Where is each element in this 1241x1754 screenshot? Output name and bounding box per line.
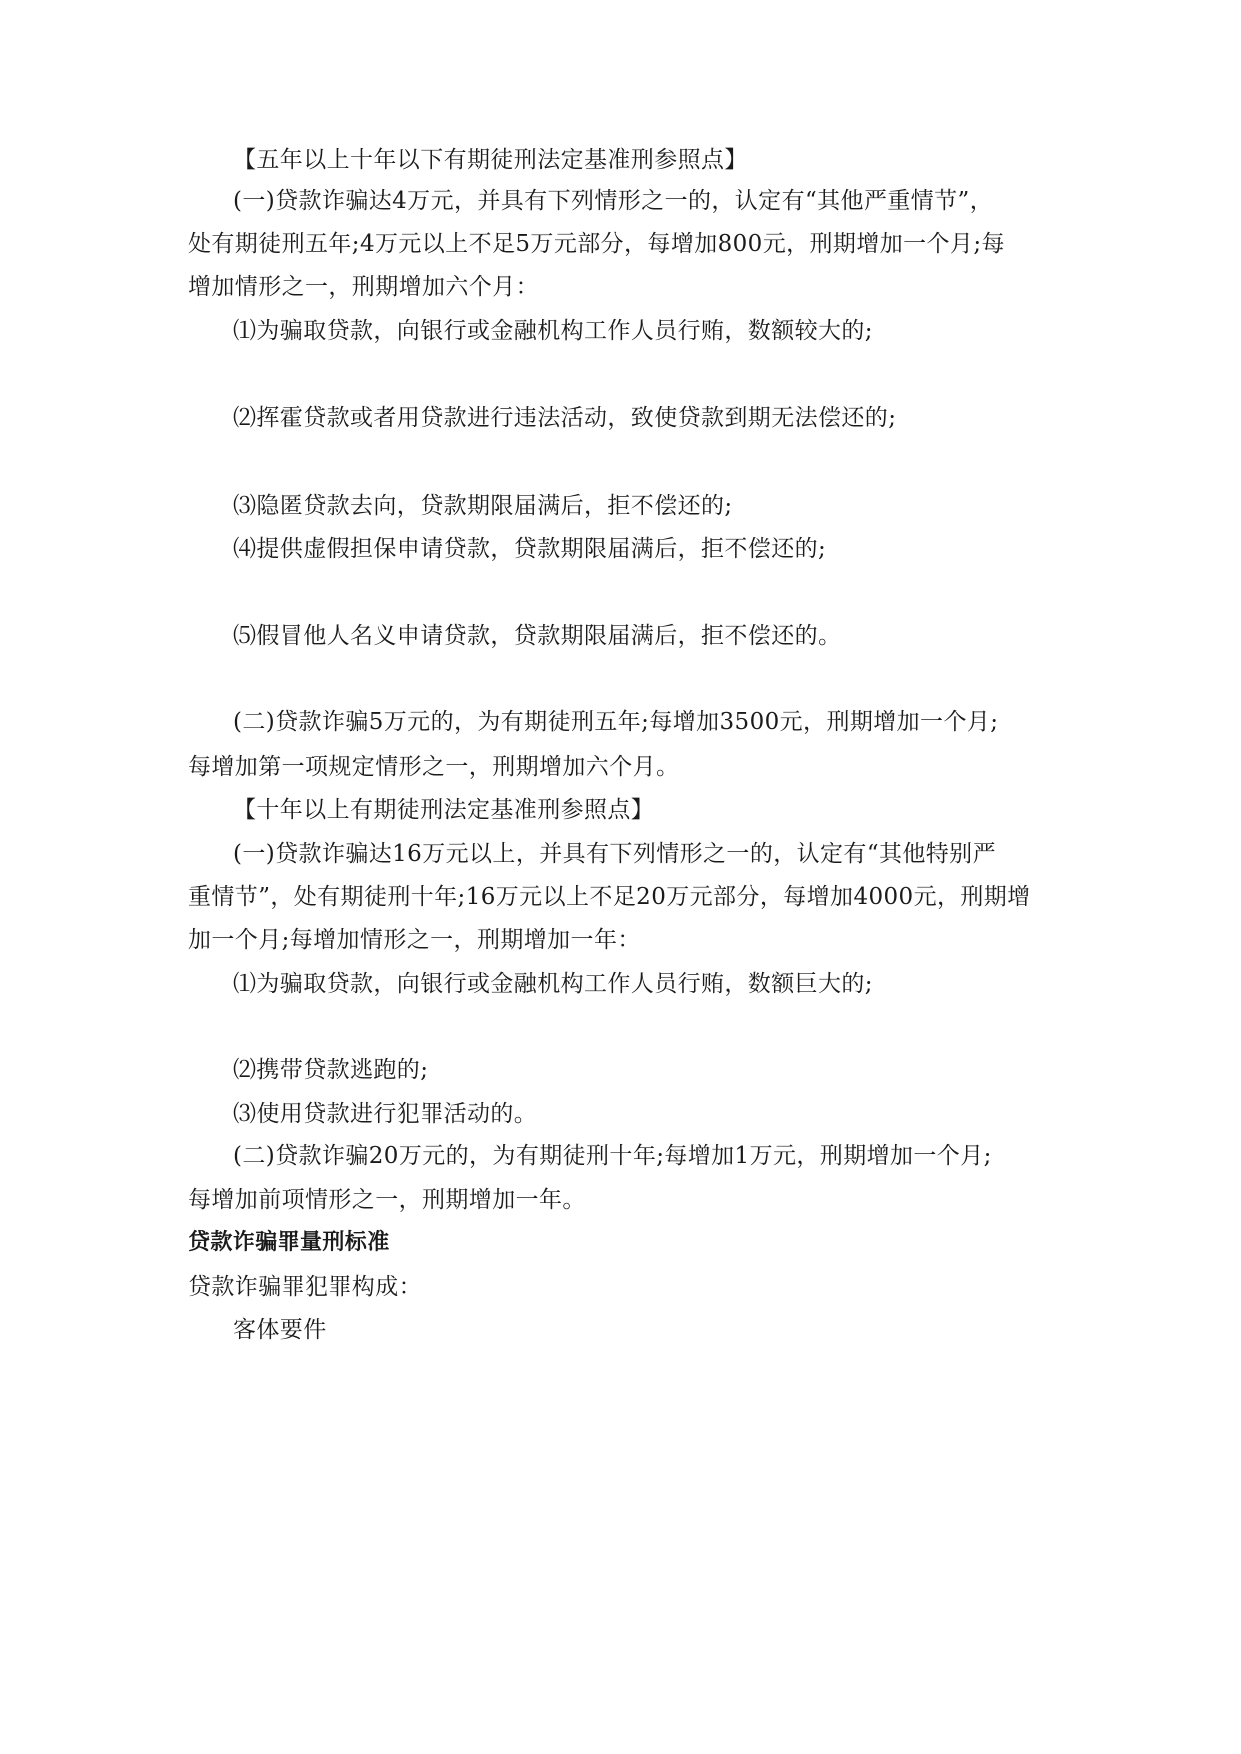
list-item: ⑵携带贷款逃跑的; — [233, 1057, 429, 1083]
list-item: ⑶隐匿贷款去向，贷款期限届满后，拒不偿还的; — [233, 493, 733, 519]
list-item: ⑸假冒他人名义申请贷款，贷款期限届满后，拒不偿还的。 — [233, 623, 842, 649]
paragraph-line: (一)贷款诈骗达4万元，并具有下列情形之一的，认定有“其他严重情节”， — [233, 188, 994, 214]
list-item: ⑴为骗取贷款，向银行或金融机构工作人员行贿，数额巨大的; — [233, 971, 873, 997]
list-item: ⑴为骗取贷款，向银行或金融机构工作人员行贿，数额较大的; — [233, 318, 873, 344]
paragraph-line: 处有期徒刑五年;4万元以上不足5万元部分，每增加800元，刑期增加一个月;每 — [188, 231, 1005, 257]
paragraph-line: 增加情形之一，刑期增加六个月： — [188, 274, 539, 300]
paragraph-line: (一)贷款诈骗达16万元以上，并具有下列情形之一的，认定有“其他特别严 — [233, 841, 996, 867]
section-heading-five-to-ten-years: 【五年以上十年以下有期徒刑法定基准刑参照点】 — [233, 147, 748, 173]
paragraph-line: 加一个月;每增加情形之一，刑期增加一年： — [188, 927, 641, 953]
list-item: ⑷提供虚假担保申请贷款，贷款期限届满后，拒不偿还的; — [233, 536, 827, 562]
paragraph-line: 贷款诈骗罪犯罪构成： — [188, 1274, 422, 1300]
paragraph-line: (二)贷款诈骗5万元的，为有期徒刑五年;每增加3500元，刑期增加一个月; — [233, 709, 999, 735]
section-heading-over-ten-years: 【十年以上有期徒刑法定基准刑参照点】 — [233, 797, 655, 823]
bold-heading: 贷款诈骗罪量刑标准 — [188, 1230, 390, 1255]
paragraph-line: 重情节”，处有期徒刑十年;16万元以上不足20万元部分，每增加4000元，刑期增 — [188, 884, 1031, 910]
paragraph-line: 每增加前项情形之一，刑期增加一年。 — [188, 1187, 586, 1213]
paragraph-line: 客体要件 — [233, 1317, 327, 1343]
paragraph-line: (二)贷款诈骗20万元的，为有期徒刑十年;每增加1万元，刑期增加一个月; — [233, 1143, 992, 1169]
list-item: ⑶使用贷款进行犯罪活动的。 — [233, 1101, 538, 1127]
paragraph-line: 每增加第一项规定情形之一，刑期增加六个月。 — [188, 754, 680, 780]
list-item: ⑵挥霍贷款或者用贷款进行违法活动，致使贷款到期无法偿还的; — [233, 405, 897, 431]
